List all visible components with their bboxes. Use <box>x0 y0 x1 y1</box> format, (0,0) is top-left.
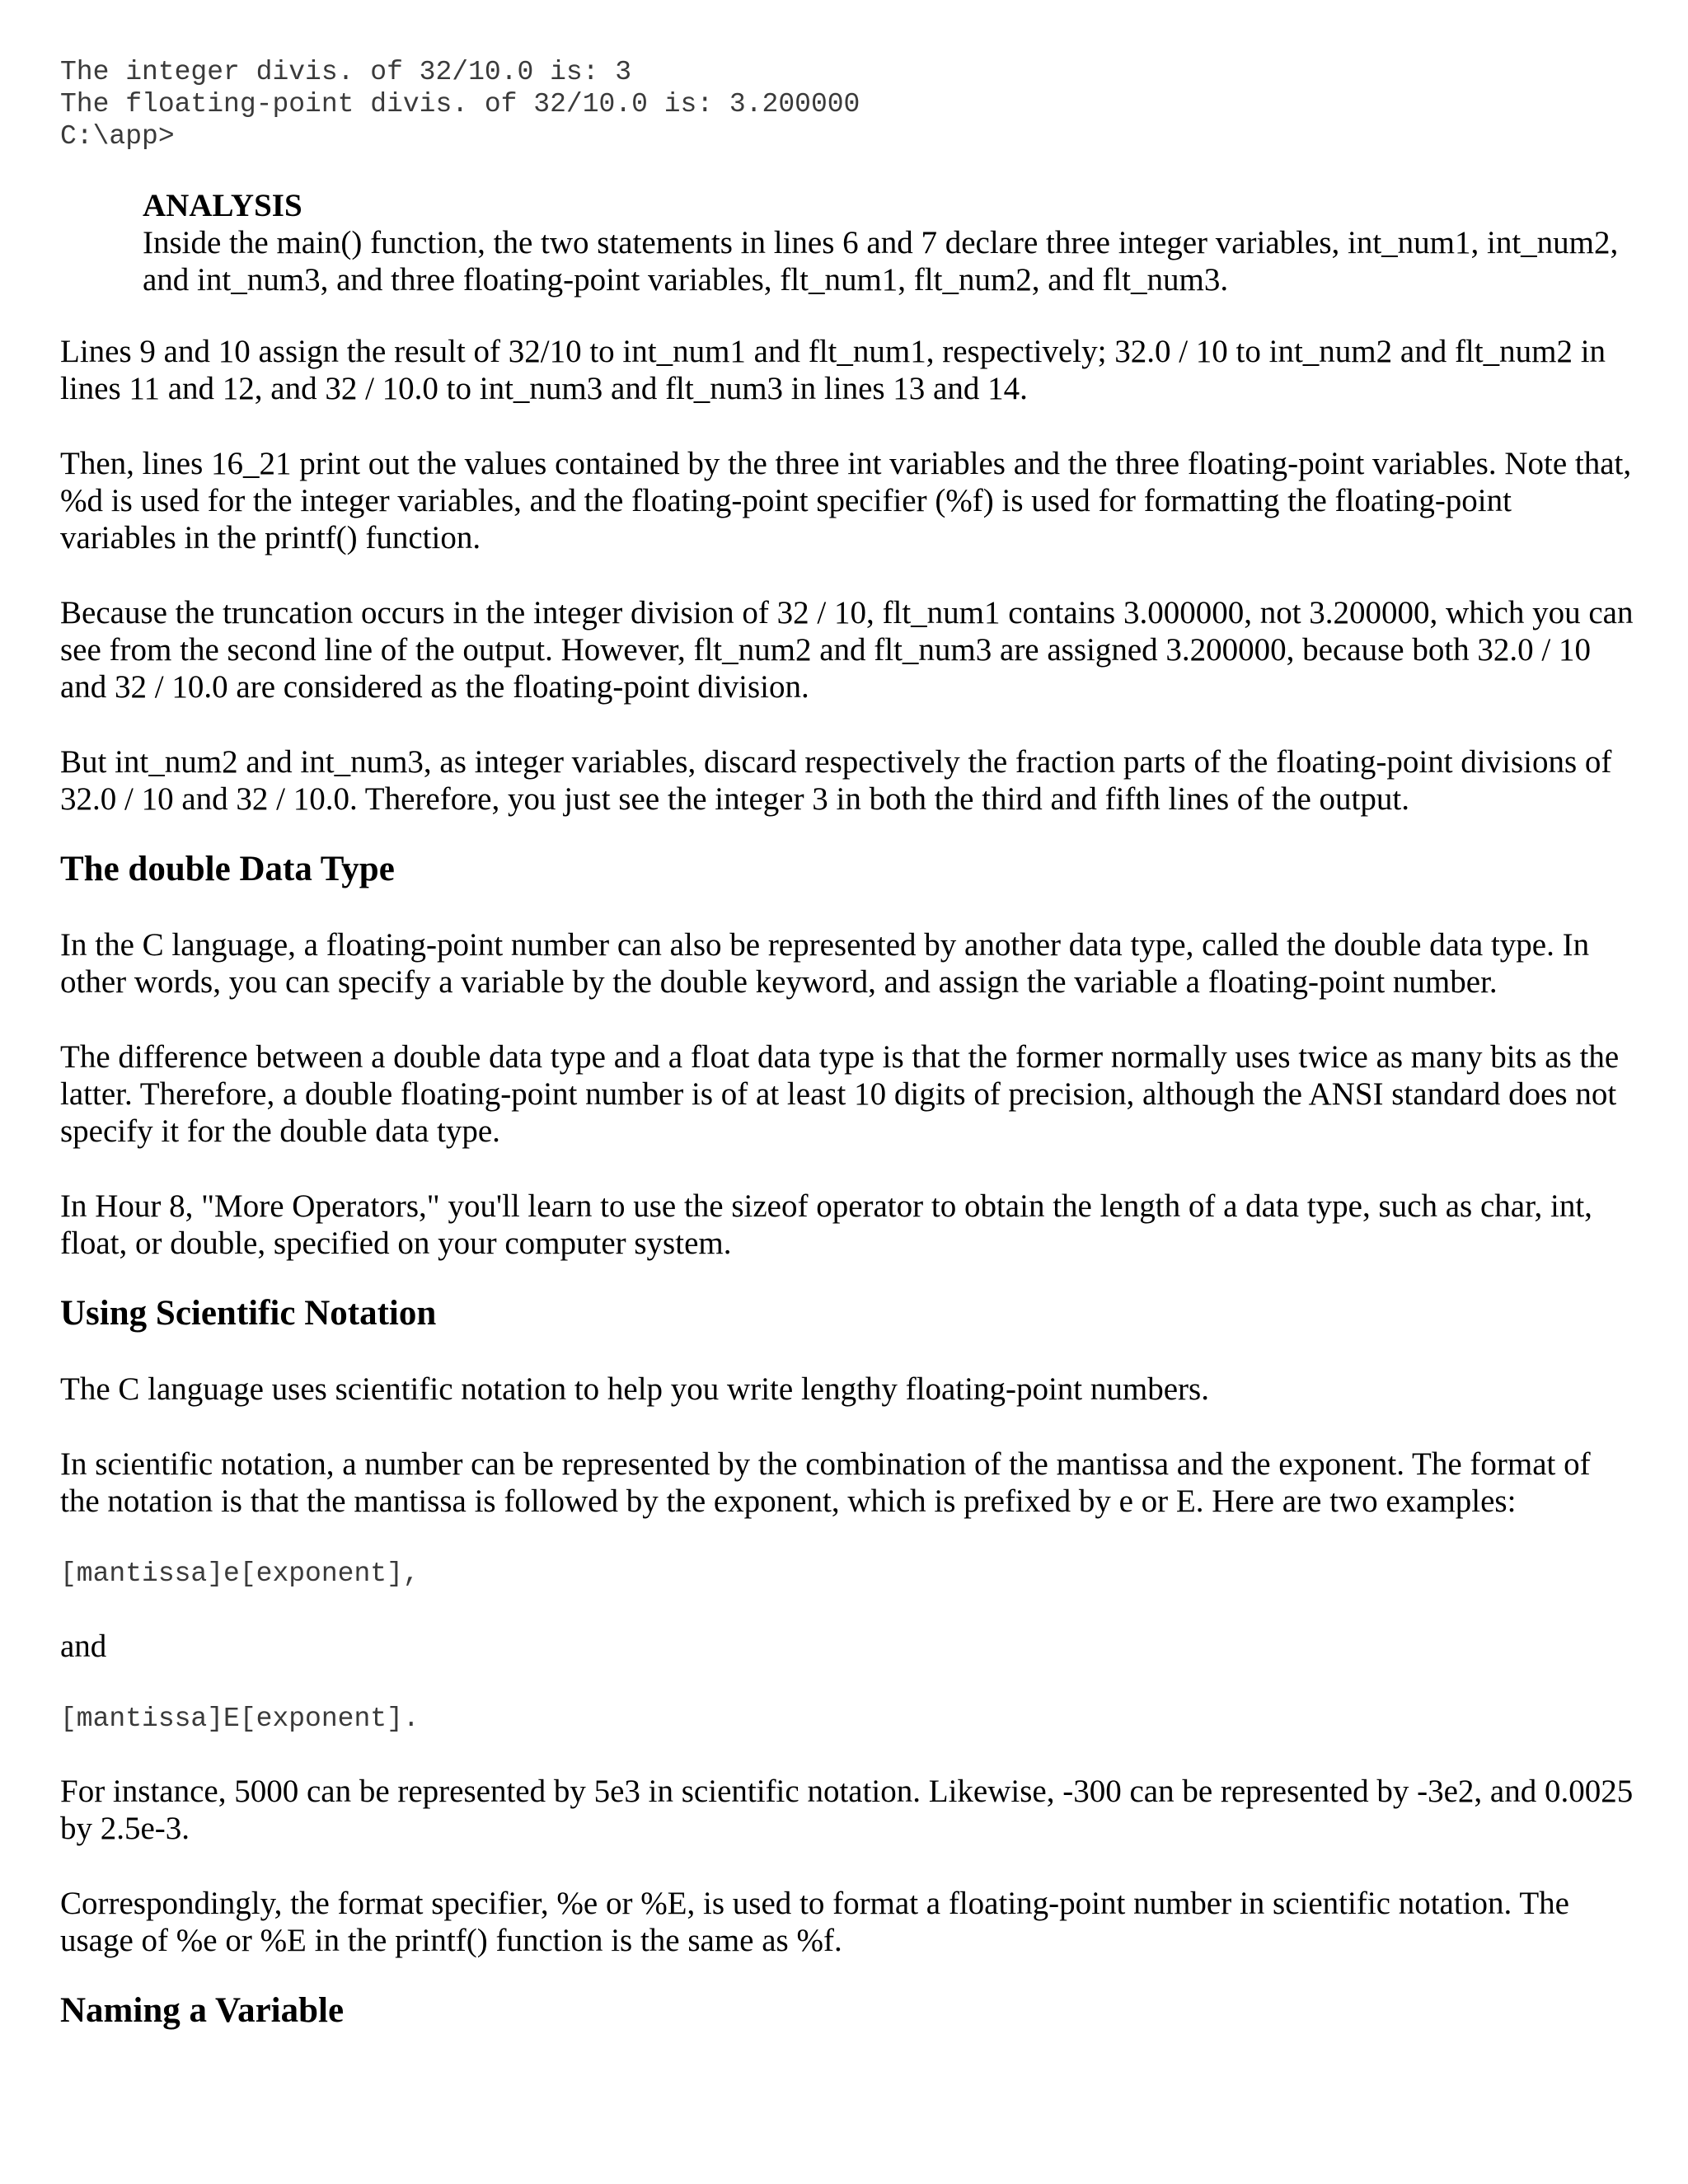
code-example: [mantissa]e[exponent], <box>60 1558 420 1589</box>
analysis-text: Inside the main() function, the two statements in lines 6 and 7 declare three integer variables, int_num1, int_num2, and int_num3, and three floating-point variables, flt_num1, flt_num2, and flt_num3. <box>143 225 1619 298</box>
analysis-block <box>143 187 1634 298</box>
paragraph: But int_num2 and int_num3, as integer variables, discard respectively the fraction parts of the floating-point divisions of 32.0 / 10 and 32 / 10.0. Therefore, you just see the integer 3 in both the third and fifth lines of the output. <box>60 744 1612 817</box>
document-page <box>60 56 1634 2068</box>
paragraph: In the C language, a floating-point number can also be represented by another data type, called the double data type. In other words, you can specify a variable by the double keyword, and assign the variable a floating-point number. <box>60 927 1590 1000</box>
paragraph: Then, lines 16_21 print out the values contained by the three int variables and the three floating-point variables. Note that, %d is used for the integer variables, and the floating-point specifier (%f) is used for formatting the floating-point variables in the printf() function. <box>60 446 1632 555</box>
code-example: [mantissa]E[exponent]. <box>60 1704 420 1734</box>
section-heading-naming: Naming a Variable <box>60 1991 345 2030</box>
console-output <box>60 56 1634 152</box>
section-heading-scientific: Using Scientific Notation <box>60 1294 437 1333</box>
paragraph: and <box>60 1629 107 1664</box>
section-heading-double: The double Data Type <box>60 850 395 888</box>
console-line: The integer divis. of 32/10.0 is: 3 <box>60 57 632 87</box>
paragraph: For instance, 5000 can be represented by 5e3 in scientific notation. Likewise, -300 can be represented by -3e2, and 0.0025 by 2.5e-3. <box>60 1774 1634 1846</box>
console-line: The floating-point divis. of 32/10.0 is: 3.200000 <box>60 89 860 120</box>
paragraph: In Hour 8, "More Operators," you'll learn to use the sizeof operator to obtain the length of a data type, such as char, int, float, or double, specified on your computer system. <box>60 1188 1592 1261</box>
paragraph: The C language uses scientific notation to help you write lengthy floating-point numbers. <box>60 1371 1209 1407</box>
analysis-title: ANALYSIS <box>143 188 302 223</box>
paragraph: Lines 9 and 10 assign the result of 32/10 to int_num1 and flt_num1, respectively; 32.0 / 10 to int_num2 and flt_num2 in lines 11 and 12, and 32 / 10.0 to int_num3 and flt_num3 in lines 13 and 14. <box>60 334 1606 406</box>
paragraph: Because the truncation occurs in the integer division of 32 / 10, flt_num1 contains 3.000000, not 3.200000, which you can see from the second line of the output. However, flt_num2 and flt_num3 are assigned 3.200000, because both 32.0 / 10 and 32 / 10.0 are considered as the floating-point division. <box>60 595 1634 705</box>
paragraph: Correspondingly, the format specifier, %e or %E, is used to format a floating-point number in scientific notation. The usage of %e or %E in the printf() function is the same as %f. <box>60 1886 1569 1958</box>
console-prompt: C:\app> <box>60 121 175 152</box>
paragraph: The difference between a double data type and a float data type is that the former normally uses twice as many bits as the latter. Therefore, a double floating-point number is of at least 10 digits of precision, although the ANSI standard does not specify it for the double data type. <box>60 1039 1620 1149</box>
paragraph: In scientific notation, a number can be represented by the combination of the mantissa and the exponent. The format of the notation is that the mantissa is followed by the exponent, which is prefixed by e or E. Here are two examples: <box>60 1446 1591 1519</box>
